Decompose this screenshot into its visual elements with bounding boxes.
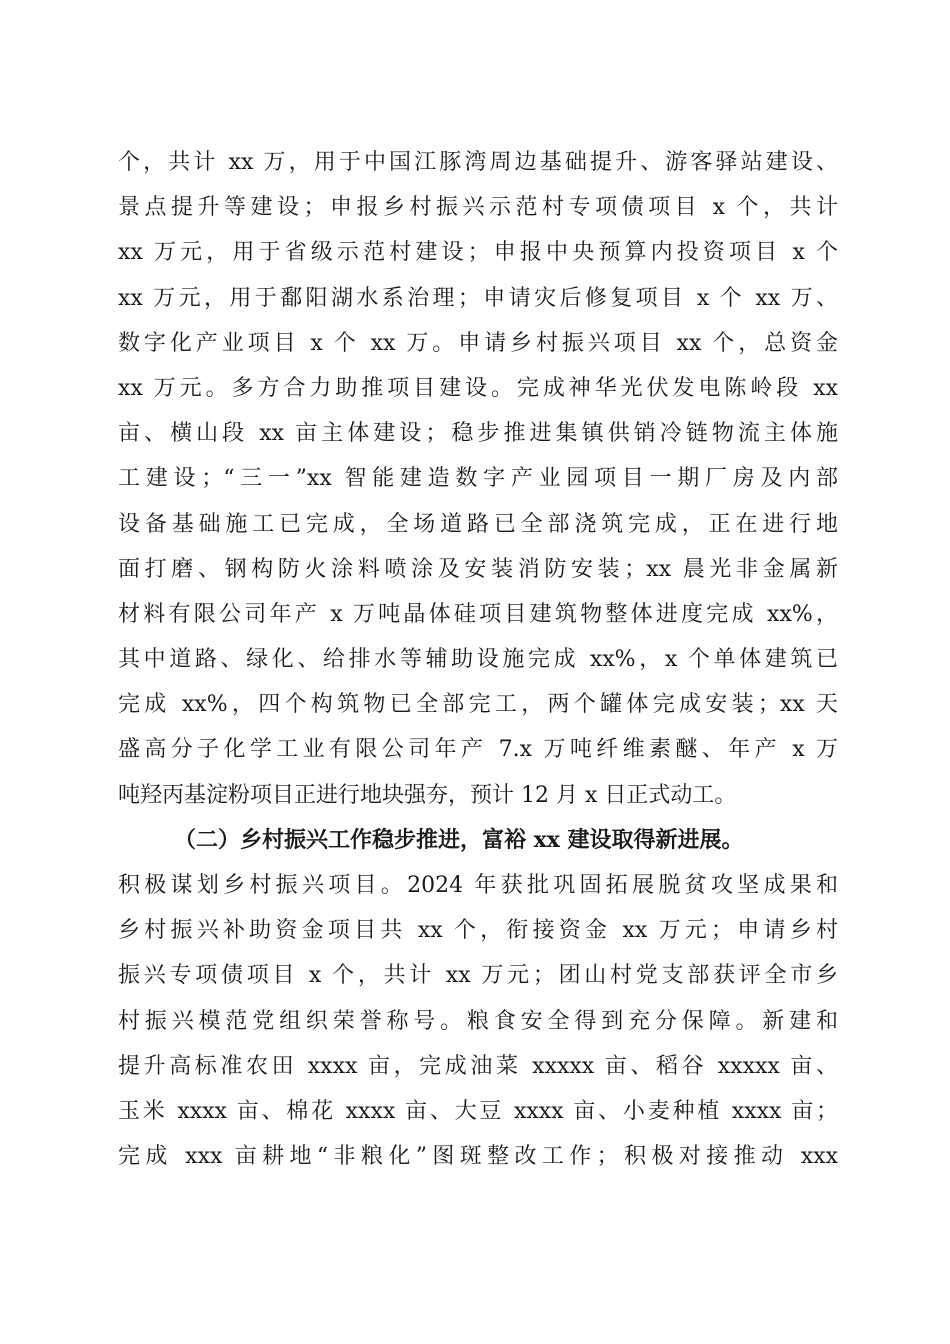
body-text-line: 亩、横山段 xx 亩主体建设；稳步推进集镇供销冷链物流主体施 xyxy=(118,421,838,447)
body-text-line: 村振兴模范党组织荣誉称号。粮食安全得到充分保障。新建和 xyxy=(118,1008,838,1034)
body-text-line: 盛高分子化学工业有限公司年产 7.x 万吨纤维素醚、年产 x 万 xyxy=(118,737,838,763)
body-text-line: 玉米 xxxx 亩、棉花 xxxx 亩、大豆 xxxx 亩、小麦种植 xxxx 亩； xyxy=(118,1098,838,1124)
body-text-line: 面打磨、钢构防火涂料喷涂及安装消防安装；xx 晨光非金属新 xyxy=(118,556,838,582)
body-text-line: xx 万元，用于省级示范村建设；申报中央预算内投资项目 x 个 xyxy=(118,240,838,266)
body-text-line: 完成 xx%，四个构筑物已全部完工，两个罐体完成安装；xx 天 xyxy=(118,692,838,718)
section-heading: （二）乡村振兴工作稳步推进，富裕 xx 建设取得新进展。 xyxy=(174,826,744,853)
body-text-line: 吨羟丙基淀粉项目正进行地块强夯，预计 12 月 x 日正式动工。 xyxy=(118,782,737,808)
body-text-line: 材料有限公司年产 x 万吨晶体硅项目建筑物整体进度完成 xx%， xyxy=(118,601,838,627)
body-text-line: 景点提升等建设；申报乡村振兴示范村专项债项目 x 个，共计 xyxy=(118,195,838,221)
body-text-line: 乡村振兴补助资金项目共 xx 个，衔接资金 xx 万元；申请乡村 xyxy=(118,918,838,944)
body-text-line: 振兴专项债项目 x 个，共计 xx 万元；团山村党支部获评全市乡 xyxy=(118,963,838,989)
body-text-line: xx 万元。多方合力助推项目建设。完成神华光伏发电陈岭段 xx xyxy=(118,375,838,401)
body-text-line: xx 万元，用于鄱阳湖水系治理；申请灾后修复项目 x 个 xx 万、 xyxy=(118,285,838,311)
body-text-line: 数字化产业项目 x 个 xx 万。申请乡村振兴项目 xx 个，总资金 xyxy=(118,330,838,356)
document-body xyxy=(118,140,838,1179)
body-text-line: 完成 xxx 亩耕地“非粮化”图斑整改工作；积极对接推动 xxx xyxy=(118,1144,838,1170)
body-text-line: 设备基础施工已完成，全场道路已全部浇筑完成，正在进行地 xyxy=(118,511,838,537)
body-text-line: 工建设；“三一”xx 智能建造数字产业园项目一期厂房及内部 xyxy=(118,466,838,492)
body-text-line: 提升高标准农田 xxxx 亩，完成油菜 xxxxx 亩、稻谷 xxxxx 亩、 xyxy=(118,1053,838,1079)
body-text-line: 其中道路、绿化、给排水等辅助设施完成 xx%，x 个单体建筑已 xyxy=(118,647,838,673)
body-text-line: 积极谋划乡村振兴项目。2024 年获批巩固拓展脱贫攻坚成果和 xyxy=(118,873,838,898)
body-text-line: 个，共计 xx 万，用于中国江豚湾周边基础提升、游客驿站建设、 xyxy=(118,150,838,175)
